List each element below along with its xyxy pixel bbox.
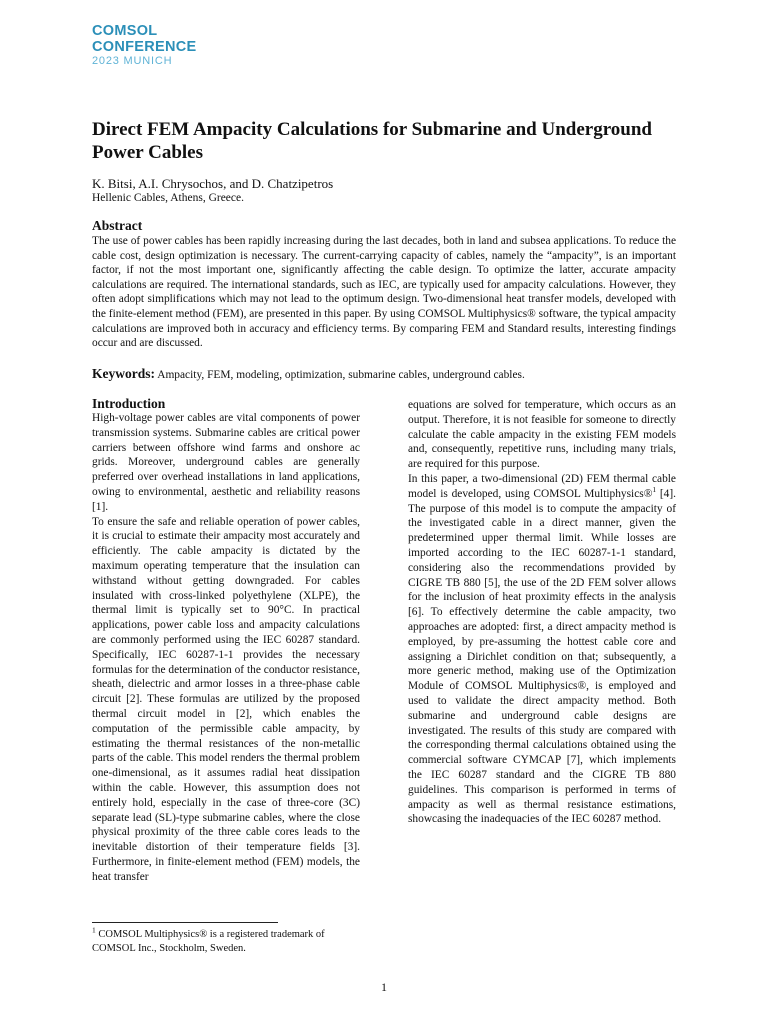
body-column-right [408, 398, 676, 827]
paper-affiliation: Hellenic Cables, Athens, Greece. [92, 192, 244, 204]
footnote-marker: 1 [92, 925, 96, 935]
intro-paragraph [408, 472, 676, 827]
intro-paragraph: High-voltage power cables are vital components of power transmission systems. Submarine cables are critical power carriers between offshore wind farms and onshore ac grids. Moreover, underground cables are generally preferred over overhead installations in land applications, owing to environmental, aesthetic and reliability reasons [1]. [92, 412, 360, 513]
introduction-heading: Introduction [92, 396, 166, 411]
keywords [92, 366, 525, 382]
footnote-ref: 1 [652, 484, 657, 494]
paper-authors: K. Bitsi, A.I. Chrysochos, and D. Chatzipetros [92, 176, 334, 191]
logo-line-conference: CONFERENCE [92, 38, 197, 55]
footnote-text: COMSOL Multiphysics® is a registered trademark of COMSOL Inc., Stockholm, Sweden. [92, 929, 325, 954]
keywords-text: Ampacity, FEM, modeling, optimization, submarine cables, underground cables. [157, 369, 525, 381]
logo-line-comsol: COMSOL [92, 23, 158, 39]
page-number: 1 [381, 980, 387, 994]
intro-text: In this paper, a two-dimensional (2D) FEM thermal cable model is developed, using COMSOL Multiphysics® [408, 472, 676, 500]
logo-line-event: 2023 MUNICH [92, 55, 173, 67]
body-column-left [92, 411, 360, 885]
footnote [92, 925, 360, 955]
footnote-divider [92, 922, 278, 923]
intro-paragraph: To ensure the safe and reliable operation of power cables, it is crucial to estimate their ampacity most accurately and efficiently. The cable ampacity is dictated by the maximum operating temperature that the insulation can withstand without getting downgraded. For cables insulated with cross-linked polyethylene (XLPE), the thermal limit is typically set to 90°C. In practical applications, power cable loss and ampacity calculations are commonly performed using the IEC 60287 standard. Specifically, IEC 60287-1-1 provides the necessary formulas for the determination of the conductor resistance, sheath, dielectric and armor losses in a three-phase cable circuit [2]. These formulas are utilized by the proposed thermal circuit model in [2], which enables the computation of the permissible cable ampacity, by estimating the thermal resistances of the non-metallic parts of the cable. This model renders the thermal problem one-dimensional, as it assumes radial heat dissipation within the cable. However, this assumption does not entirely hold, especially in the case of three-core (3C) separate lead (SL)-type submarine cables, where the close physical proximity of the three cable cores leads to the inevitable distortion of their temperature fields [3]. Furthermore, in finite-element method (FEM) models, the heat transfer [92, 515, 360, 883]
intro-text: [4]. The purpose of this model is to compute the ampacity of the investigated cable in a direct manner, given the predetermined upper thermal limit. While losses are imported according to the IEC 60287-1-1 standard, considering also the recommendations provided by CIGRE TB 880 [5], the use of the 2D FEM solver allows for the inclusion of heat proximity effects in the analysis [6]. To effectively determine the cable ampacity, two approaches are adopted: first, a direct ampacity method is employed, by pre-assuming the hottest cable core and assigning a Dirichlet condition on that; subsequently, a more generic method, making use of the Optimization Module of COMSOL Multiphysics®, is employed and used to validate the direct ampacity method. Both submarine and underground cable designs are investigated. The results of this study are compared with the corresponding thermal calculations obtained using the commercial software CYMCAP [7], which implements the IEC 60287 standard and the CIGRE TB 880 guidelines. This comparison is performed in terms of ampacity as well as thermal resistance estimations, showcasing the inadequacies of the IEC 60287 method. [408, 487, 676, 826]
paper-title: Direct FEM Ampacity Calculations for Submarine and Underground Power Cables [92, 119, 652, 163]
keywords-label: Keywords: [92, 366, 155, 381]
conference-logo [92, 24, 197, 67]
intro-paragraph: equations are solved for temperature, which occurs as an output. Therefore, it is not feasible for someone to directly calculate the cable ampacity in the existing FEM models and, consequently, repetitive runs, including many trials, are required for this purpose. [408, 399, 676, 471]
abstract-heading: Abstract [92, 218, 143, 233]
abstract-text: The use of power cables has been rapidly increasing during the last decades, both in land and subsea applications. To reduce the cable cost, design optimization is necessary. The current-carrying capacity of cables, namely the “ampacity”, is an important factor, if not the most important one, significantly affecting the cable design. To optimize the latter, accurate ampacity calculations are required. The international standards, such as IEC, are typically used for ampacity calculations. However, they often adopt simplifications which may not lead to the optimum design. Two-dimensional heat transfer models, developed with the finite-element method (FEM), are presented in this paper. By using COMSOL Multiphysics® software, the typical ampacity calculations are improved both in accuracy and efficiency terms. By comparing FEM and Standard results, interesting findings occur and are discussed. [92, 235, 676, 350]
